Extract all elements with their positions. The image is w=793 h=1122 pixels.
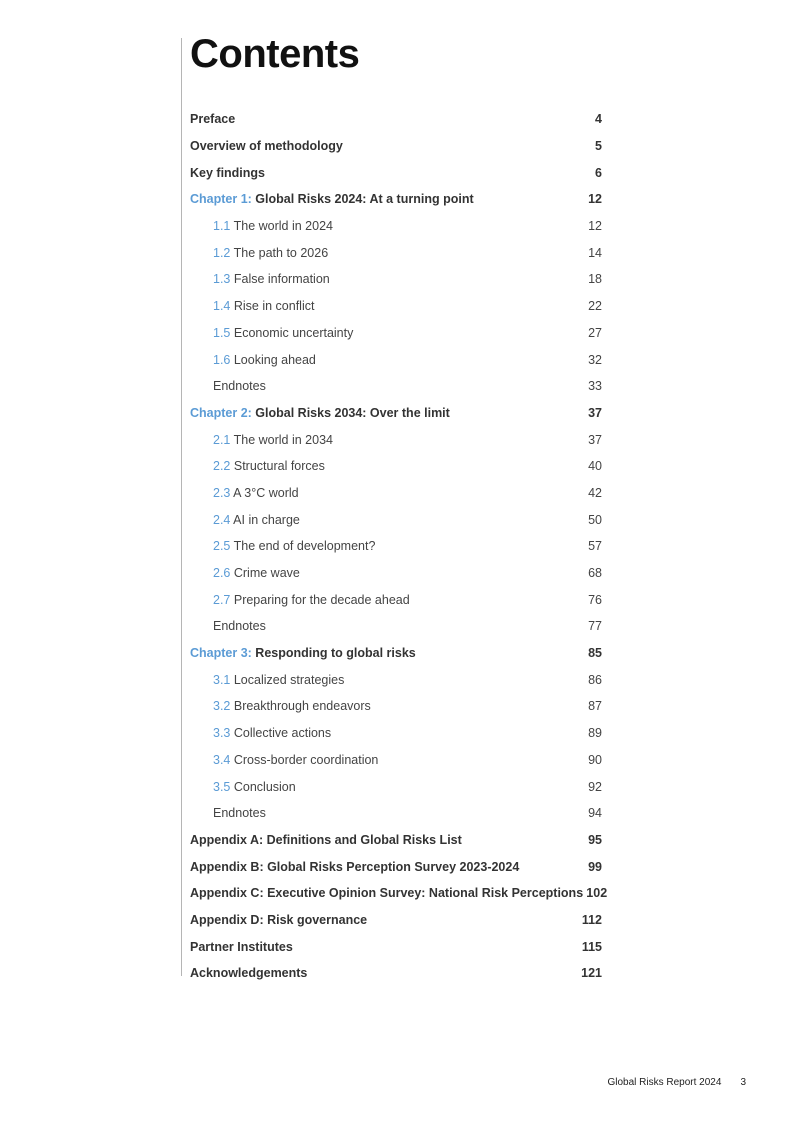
toc-entry-page: 4 (595, 112, 602, 127)
toc-entry[interactable] (190, 747, 602, 774)
toc-entry-title: AI in charge (233, 512, 300, 527)
toc-entry-number: 2.3 (213, 485, 234, 500)
toc-entry-label (213, 379, 266, 393)
toc-entry-label (213, 299, 314, 313)
toc-entry-title: Breakthrough endeavors (233, 699, 371, 714)
toc-entry-label (190, 166, 265, 180)
toc-entry-label (213, 326, 353, 340)
toc-entry[interactable] (190, 720, 602, 747)
toc-entry-label (190, 860, 519, 874)
toc-entry-page: 95 (588, 832, 602, 847)
toc-entry-number: 1.3 (213, 272, 234, 287)
toc-entry[interactable] (190, 666, 602, 693)
toc-entry[interactable] (190, 293, 602, 320)
toc-entry-title: Preparing for the decade ahead (233, 592, 410, 607)
toc-entry[interactable] (190, 960, 602, 987)
toc-entry-title: Preface (190, 112, 236, 127)
toc-entry[interactable] (190, 933, 602, 960)
toc-entry[interactable] (190, 426, 602, 453)
toc-entry-page: 40 (588, 459, 602, 474)
page-title: Contents (190, 32, 360, 76)
toc-entry[interactable] (190, 266, 602, 293)
toc-entry-title: Endnotes (213, 619, 266, 634)
toc-entry-page: 57 (588, 539, 602, 554)
toc-entry[interactable] (190, 186, 602, 213)
toc-entry[interactable] (190, 106, 602, 133)
toc-entry-number: Chapter 2: (190, 405, 256, 420)
toc-entry-number: Chapter 3: (190, 646, 256, 661)
toc-entry-page: 112 (581, 912, 602, 927)
toc-entry-label (190, 966, 307, 980)
toc-entry[interactable] (190, 373, 602, 400)
toc-entry[interactable] (190, 880, 608, 907)
toc-entry-title: Structural forces (233, 459, 325, 474)
toc-entry-label (190, 192, 474, 206)
toc-entry-label (213, 806, 266, 820)
toc-entry-title: Responding to global risks (255, 646, 416, 661)
toc-entry-title: Appendix D: Risk governance (190, 912, 368, 927)
toc-entry-label (190, 112, 235, 126)
toc-entry-page: 50 (588, 512, 602, 527)
footer-page-number: 3 (740, 1077, 746, 1088)
toc-entry-label (213, 673, 344, 687)
toc-entry-page: 92 (588, 779, 602, 794)
toc-entry-page: 76 (588, 592, 602, 607)
toc-entry-number: 2.6 (213, 566, 234, 581)
toc-entry-page: 87 (588, 699, 602, 714)
toc-entry-title: Conclusion (233, 779, 296, 794)
toc-entry-number: 2.5 (213, 539, 234, 554)
toc-entry-page: 102 (586, 886, 608, 901)
toc-entry-title: The world in 2024 (233, 219, 333, 234)
toc-entry-number: 2.2 (213, 459, 234, 474)
toc-entry-title: Crime wave (233, 566, 300, 581)
toc-entry-label (190, 886, 583, 900)
toc-entry-title: The path to 2026 (233, 245, 329, 260)
toc-entry-title: Partner Institutes (190, 939, 293, 954)
toc-entry-label (190, 406, 450, 420)
toc-entry-page: 121 (581, 966, 602, 981)
toc-entry-page: 86 (588, 672, 602, 687)
toc-entry-label (213, 459, 325, 473)
toc-entry-title: Global Risks 2034: Over the limit (255, 405, 450, 420)
toc-entry-number: Chapter 1: (190, 192, 256, 207)
toc-entry[interactable] (190, 159, 602, 186)
toc-entry-label (213, 433, 333, 447)
toc-entry-page: 5 (595, 139, 602, 154)
toc-entry-title: Endnotes (213, 806, 266, 821)
toc-entry-number: 1.5 (213, 325, 234, 340)
toc-entry-number: 1.6 (213, 352, 234, 367)
toc-entry-page: 94 (588, 806, 602, 821)
toc-entry[interactable] (190, 213, 602, 240)
toc-entry-title: A 3°C world (233, 485, 299, 500)
toc-entry[interactable] (190, 800, 602, 827)
toc-entry-number: 1.2 (213, 245, 234, 260)
toc-entry[interactable] (190, 400, 602, 427)
toc-entry[interactable] (190, 239, 602, 266)
toc-entry-page: 85 (588, 646, 602, 661)
toc-entry-number: 2.7 (213, 592, 234, 607)
toc-entry-label (190, 913, 367, 927)
toc-entry-page: 37 (588, 432, 602, 447)
toc-entry-title: Economic uncertainty (233, 325, 354, 340)
toc-entry-label (213, 539, 375, 553)
toc-entry-label (213, 486, 299, 500)
toc-entry-title: Localized strategies (233, 672, 345, 687)
toc-entry-label (213, 272, 330, 286)
toc-entry-page: 33 (588, 379, 602, 394)
toc-entry-number: 2.4 (213, 512, 234, 527)
toc-entry-title: Global Risks 2024: At a turning point (255, 192, 474, 207)
toc-entry-page: 32 (588, 352, 602, 367)
toc-entry-label (213, 593, 410, 607)
toc-entry-number: 1.1 (213, 219, 234, 234)
toc-entry-label (213, 566, 300, 580)
toc-entry-page: 68 (588, 566, 602, 581)
toc-entry-page: 14 (588, 245, 602, 260)
toc-entry-title: Endnotes (213, 379, 266, 394)
toc-entry-page: 99 (588, 859, 602, 874)
toc-entry-page: 18 (588, 272, 602, 287)
toc-entry-title: Looking ahead (233, 352, 316, 367)
toc-entry-number: 1.4 (213, 299, 234, 314)
toc-entry-label (213, 619, 266, 633)
page-footer (607, 1077, 746, 1088)
toc-entry-page: 12 (588, 219, 602, 234)
toc-entry-label (190, 646, 416, 660)
toc-entry-title: Cross-border coordination (233, 752, 379, 767)
toc-entry-page: 90 (588, 752, 602, 767)
toc-entry-title: False information (233, 272, 330, 287)
toc-entry[interactable] (190, 693, 602, 720)
toc-entry-page: 115 (581, 939, 602, 954)
toc-entry-number: 3.1 (213, 672, 234, 687)
toc-entry[interactable] (190, 907, 602, 934)
toc-entry-page: 22 (588, 299, 602, 314)
left-vertical-rule (181, 38, 182, 976)
toc-entry-page: 6 (595, 165, 602, 180)
toc-entry[interactable] (190, 613, 602, 640)
toc-entry-label (190, 940, 293, 954)
toc-entry-number: 3.3 (213, 726, 234, 741)
toc-entry-title: Appendix B: Global Risks Perception Survey 2023-2024 (190, 859, 520, 874)
table-of-contents (190, 106, 608, 987)
toc-entry-page: 27 (588, 325, 602, 340)
toc-entry-page: 42 (588, 485, 602, 500)
toc-entry[interactable] (190, 506, 602, 533)
toc-entry-title: The end of development? (233, 539, 376, 554)
toc-entry[interactable] (190, 320, 602, 347)
toc-entry-page: 37 (588, 405, 602, 420)
toc-entry[interactable] (190, 773, 602, 800)
toc-entry[interactable] (190, 853, 602, 880)
toc-entry-label (213, 246, 328, 260)
toc-entry-number: 2.1 (213, 432, 234, 447)
toc-entry-title: Appendix C: Executive Opinion Survey: National Risk Perceptions (190, 886, 584, 901)
toc-entry-number: 3.4 (213, 752, 234, 767)
toc-entry-label (213, 219, 333, 233)
toc-entry[interactable] (190, 586, 602, 613)
toc-entry-label (190, 833, 462, 847)
toc-entry-label (213, 513, 300, 527)
toc-entry-title: Overview of methodology (190, 139, 343, 154)
toc-entry[interactable] (190, 480, 602, 507)
toc-entry-title: Rise in conflict (233, 299, 315, 314)
toc-entry[interactable] (190, 346, 602, 373)
toc-entry-page: 89 (588, 726, 602, 741)
toc-entry-page: 77 (588, 619, 602, 634)
toc-entry-title: Acknowledgements (190, 966, 308, 981)
footer-report-title: Global Risks Report 2024 (607, 1077, 722, 1088)
toc-entry[interactable] (190, 133, 602, 160)
toc-entry-title: The world in 2034 (233, 432, 333, 447)
toc-entry-label (190, 139, 343, 153)
toc-entry-title: Collective actions (233, 726, 332, 741)
toc-entry-label (213, 699, 371, 713)
toc-entry-label (213, 753, 378, 767)
toc-entry-title: Appendix A: Definitions and Global Risks List (190, 832, 462, 847)
toc-entry[interactable] (190, 827, 602, 854)
toc-entry-label (213, 780, 296, 794)
toc-entry-number: 3.5 (213, 779, 234, 794)
toc-entry-page: 12 (588, 192, 602, 207)
toc-entry-label (213, 726, 331, 740)
toc-entry[interactable] (190, 560, 602, 587)
toc-entry-title: Key findings (190, 165, 266, 180)
toc-entry-label (213, 353, 316, 367)
toc-entry[interactable] (190, 533, 602, 560)
toc-entry-number: 3.2 (213, 699, 234, 714)
toc-entry[interactable] (190, 640, 602, 667)
toc-entry[interactable] (190, 453, 602, 480)
